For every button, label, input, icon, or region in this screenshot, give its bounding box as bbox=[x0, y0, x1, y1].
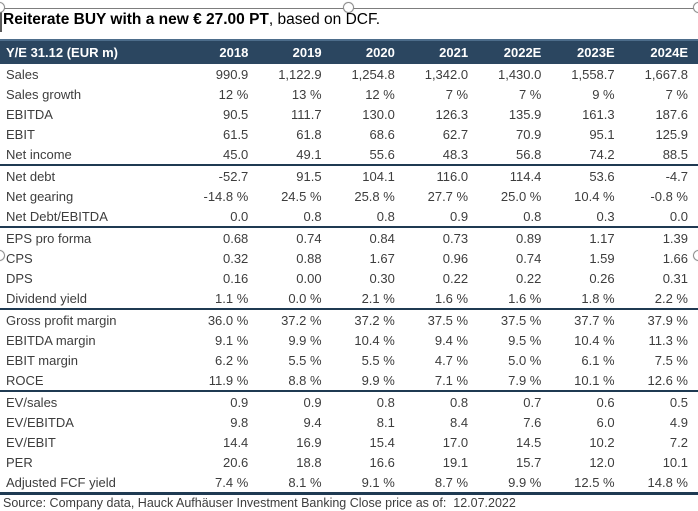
value-cell: 36.0 % bbox=[207, 312, 249, 328]
value-cell: 27.7 % bbox=[427, 188, 469, 204]
value-cell: -0.8 % bbox=[650, 188, 688, 204]
table-row bbox=[0, 124, 698, 144]
row-label: CPS bbox=[6, 250, 33, 266]
table-row bbox=[0, 391, 698, 412]
year-column-header: 2024E bbox=[625, 40, 698, 64]
table-row bbox=[0, 330, 698, 350]
value-cell: 0.3 bbox=[551, 206, 624, 227]
row-label: Sales growth bbox=[6, 86, 82, 102]
report-title-bold: Reiterate BUY with a new € 27.00 PT bbox=[3, 11, 269, 28]
value-cell: 12 % bbox=[365, 86, 395, 102]
value-cell: 10.2 bbox=[589, 434, 615, 450]
value-cell: 2.2 % bbox=[625, 288, 698, 309]
value-cell: 70.9 bbox=[516, 126, 542, 142]
value-cell: 187.6 bbox=[655, 106, 688, 122]
value-cell: 0.6 bbox=[596, 394, 615, 410]
row-label: Net income bbox=[0, 144, 185, 165]
value-cell: 1,667.8 bbox=[644, 66, 688, 82]
value-cell: 0.5 bbox=[669, 394, 688, 410]
row-label: EV/sales bbox=[6, 394, 58, 410]
table-header-row bbox=[0, 40, 698, 64]
table-row bbox=[0, 248, 698, 268]
row-label: PER bbox=[6, 454, 33, 470]
value-cell: 1,558.7 bbox=[571, 66, 615, 82]
value-cell: 0.0 bbox=[185, 206, 258, 227]
value-cell: 10.1 % bbox=[551, 370, 624, 391]
value-cell: 9.1 % bbox=[332, 472, 405, 494]
value-cell: 161.3 bbox=[582, 106, 615, 122]
value-cell: 37.5 % bbox=[500, 312, 542, 328]
value-cell: 7 % bbox=[445, 86, 469, 102]
row-label: EPS pro forma bbox=[6, 230, 92, 246]
year-column-header: 2022E bbox=[478, 40, 551, 64]
value-cell: 25.0 % bbox=[500, 188, 542, 204]
report-title bbox=[3, 11, 380, 29]
value-cell: 10.4 % bbox=[354, 332, 395, 348]
value-cell: 14.4 bbox=[222, 434, 249, 450]
table-row bbox=[0, 186, 698, 206]
value-cell: 1.6 % bbox=[478, 288, 551, 309]
year-column-header: 2021 bbox=[405, 40, 478, 64]
table-row bbox=[0, 412, 698, 432]
value-cell: 9.8 bbox=[230, 414, 249, 430]
value-cell: 61.5 bbox=[222, 126, 249, 142]
value-cell: 1.6 % bbox=[405, 288, 478, 309]
value-cell: 1,342.0 bbox=[424, 66, 469, 82]
row-label: Net debt bbox=[6, 168, 56, 184]
value-cell: 0.8 bbox=[258, 206, 331, 227]
value-cell: 9.5 % bbox=[508, 332, 542, 348]
value-cell: 25.8 % bbox=[354, 188, 395, 204]
value-cell: 10.4 % bbox=[574, 188, 615, 204]
value-cell: 7.4 % bbox=[185, 472, 258, 494]
value-cell: 14.8 % bbox=[625, 472, 698, 494]
table-row bbox=[0, 288, 698, 309]
value-cell: 5.0 % bbox=[508, 352, 542, 368]
value-cell: 5.5 % bbox=[288, 352, 322, 368]
value-cell: 1.59 bbox=[589, 250, 615, 266]
table-row bbox=[0, 350, 698, 370]
value-cell: 5.5 % bbox=[361, 352, 395, 368]
value-cell: 1,122.9 bbox=[278, 66, 322, 82]
value-cell: 1.39 bbox=[662, 230, 688, 246]
value-cell: 90.5 bbox=[222, 106, 249, 122]
value-cell: 0.73 bbox=[442, 230, 469, 246]
value-cell: 37.5 % bbox=[427, 312, 469, 328]
table-row bbox=[0, 144, 698, 165]
value-cell: 37.7 % bbox=[574, 312, 615, 328]
value-cell: 12.6 % bbox=[625, 370, 698, 391]
table-row bbox=[0, 370, 698, 391]
value-cell: 1.17 bbox=[589, 230, 615, 246]
table-row bbox=[0, 472, 698, 494]
value-cell: 4.9 bbox=[669, 414, 688, 430]
value-cell: 990.9 bbox=[215, 66, 249, 82]
value-cell: 16.6 bbox=[369, 454, 395, 470]
value-cell: 19.1 bbox=[442, 454, 469, 470]
value-cell: 9.4 % bbox=[434, 332, 469, 348]
value-cell: 74.2 bbox=[551, 144, 624, 165]
value-cell: 62.7 bbox=[442, 126, 469, 142]
value-cell: 0.31 bbox=[662, 270, 688, 286]
value-cell: 15.7 bbox=[516, 454, 542, 470]
value-cell: 0.0 % bbox=[258, 288, 331, 309]
value-cell: 6.2 % bbox=[215, 352, 249, 368]
value-cell: 12 % bbox=[218, 86, 249, 102]
value-cell: 0.74 bbox=[296, 230, 322, 246]
value-cell: 37.9 % bbox=[647, 312, 688, 328]
value-cell: 7 % bbox=[518, 86, 542, 102]
value-cell: 125.9 bbox=[655, 126, 688, 142]
value-cell: 0.96 bbox=[442, 250, 469, 266]
value-cell: 1,254.8 bbox=[351, 66, 395, 82]
value-cell: 13 % bbox=[291, 86, 322, 102]
value-cell: 0.84 bbox=[369, 230, 395, 246]
value-cell: 0.8 bbox=[450, 394, 469, 410]
value-cell: 8.1 bbox=[376, 414, 395, 430]
value-cell: 11.9 % bbox=[185, 370, 258, 391]
table-row bbox=[0, 165, 698, 186]
value-cell: 9.9 % bbox=[332, 370, 405, 391]
year-column-header: 2023E bbox=[551, 40, 624, 64]
value-cell: 88.5 bbox=[625, 144, 698, 165]
value-cell: 1.67 bbox=[369, 250, 395, 266]
row-label: EV/EBIT bbox=[6, 434, 56, 450]
value-cell: 53.6 bbox=[589, 168, 615, 184]
value-cell: 37.2 % bbox=[281, 312, 322, 328]
value-cell: 9.9 % bbox=[478, 472, 551, 494]
table-row bbox=[0, 84, 698, 104]
value-cell: 8.4 bbox=[450, 414, 469, 430]
value-cell: 0.8 bbox=[478, 206, 551, 227]
table-row bbox=[0, 104, 698, 124]
row-label: EBITDA bbox=[6, 106, 53, 122]
value-cell: 1.1 % bbox=[185, 288, 258, 309]
value-cell: 7.9 % bbox=[478, 370, 551, 391]
value-cell: 12.0 bbox=[589, 454, 615, 470]
value-cell: 130.0 bbox=[362, 106, 395, 122]
table-row bbox=[0, 432, 698, 452]
value-cell: 9.9 % bbox=[288, 332, 322, 348]
value-cell: 8.7 % bbox=[405, 472, 478, 494]
value-cell: 135.9 bbox=[508, 106, 542, 122]
value-cell: 56.8 bbox=[478, 144, 551, 165]
row-label: Gross profit margin bbox=[6, 312, 117, 328]
value-cell: 111.7 bbox=[290, 106, 322, 122]
table-row bbox=[0, 64, 698, 84]
value-cell: 24.5 % bbox=[281, 188, 322, 204]
value-cell: 9.4 bbox=[303, 414, 322, 430]
value-cell: 0.30 bbox=[369, 270, 395, 286]
value-cell: 91.5 bbox=[296, 168, 322, 184]
value-cell: 95.1 bbox=[589, 126, 615, 142]
value-cell: 61.8 bbox=[296, 126, 322, 142]
row-label: EBIT bbox=[6, 126, 35, 142]
value-cell: 1,430.0 bbox=[497, 66, 542, 82]
metric-column-header: Y/E 31.12 (EUR m) bbox=[0, 40, 185, 64]
selection-handle-top-right[interactable] bbox=[693, 2, 698, 13]
year-column-header: 2019 bbox=[258, 40, 331, 64]
financials-table bbox=[0, 39, 698, 495]
value-cell: 0.00 bbox=[296, 270, 322, 286]
value-cell: 49.1 bbox=[258, 144, 331, 165]
value-cell: 12.5 % bbox=[551, 472, 624, 494]
value-cell: 2.1 % bbox=[332, 288, 405, 309]
table-row bbox=[0, 227, 698, 248]
value-cell: 0.9 bbox=[230, 394, 249, 410]
value-cell: 0.9 bbox=[405, 206, 478, 227]
value-cell: 0.88 bbox=[296, 250, 322, 266]
year-column-header: 2020 bbox=[332, 40, 405, 64]
value-cell: 45.0 bbox=[185, 144, 258, 165]
table-row bbox=[0, 309, 698, 330]
value-cell: 4.7 % bbox=[434, 352, 469, 368]
row-label: EBITDA margin bbox=[6, 332, 96, 348]
value-cell: 48.3 bbox=[405, 144, 478, 165]
value-cell: 7.2 bbox=[669, 434, 688, 450]
report-title-regular: , based on DCF. bbox=[268, 11, 381, 28]
value-cell: 0.0 bbox=[625, 206, 698, 227]
value-cell: 6.0 bbox=[596, 414, 615, 430]
value-cell: 0.74 bbox=[516, 250, 542, 266]
value-cell: 104.1 bbox=[362, 168, 395, 184]
row-label: DPS bbox=[6, 270, 33, 286]
value-cell: -4.7 bbox=[665, 168, 688, 184]
value-cell: 0.7 bbox=[523, 394, 542, 410]
row-label: Sales bbox=[6, 66, 39, 82]
value-cell: 9 % bbox=[592, 86, 615, 102]
row-label: EV/EBITDA bbox=[6, 414, 74, 430]
value-cell: 20.6 bbox=[222, 454, 249, 470]
value-cell: 1.66 bbox=[662, 250, 688, 266]
value-cell: 0.8 bbox=[376, 394, 395, 410]
year-column-header: 2018 bbox=[185, 40, 258, 64]
value-cell: 14.5 bbox=[516, 434, 542, 450]
value-cell: 114.4 bbox=[509, 168, 542, 184]
row-label: ROCE bbox=[0, 370, 185, 391]
value-cell: 0.32 bbox=[222, 250, 249, 266]
value-cell: 0.8 bbox=[332, 206, 405, 227]
value-cell: 10.4 % bbox=[574, 332, 615, 348]
table-row bbox=[0, 206, 698, 227]
row-label: Dividend yield bbox=[0, 288, 185, 309]
value-cell: 0.16 bbox=[222, 270, 249, 286]
value-cell: 37.2 % bbox=[354, 312, 395, 328]
value-cell: 8.1 % bbox=[258, 472, 331, 494]
value-cell: 11.3 % bbox=[648, 332, 688, 348]
value-cell: 116.0 bbox=[436, 168, 469, 184]
value-cell: 6.1 % bbox=[581, 352, 615, 368]
value-cell: 7.6 bbox=[523, 414, 542, 430]
value-cell: 0.26 bbox=[589, 270, 615, 286]
value-cell: 0.22 bbox=[516, 270, 542, 286]
row-label: Adjusted FCF yield bbox=[0, 472, 185, 494]
row-label: EBIT margin bbox=[6, 352, 79, 368]
value-cell: 9.1 % bbox=[215, 332, 249, 348]
table-row bbox=[0, 452, 698, 472]
value-cell: 16.9 bbox=[296, 434, 322, 450]
value-cell: 7 % bbox=[665, 86, 688, 102]
value-cell: 7.5 % bbox=[654, 352, 688, 368]
value-cell: -14.8 % bbox=[203, 188, 249, 204]
value-cell: 7.1 % bbox=[405, 370, 478, 391]
value-cell: 1.8 % bbox=[551, 288, 624, 309]
value-cell: -52.7 bbox=[218, 168, 249, 184]
value-cell: 8.8 % bbox=[258, 370, 331, 391]
row-label: Net Debt/EBITDA bbox=[0, 206, 185, 227]
value-cell: 18.8 bbox=[296, 454, 322, 470]
value-cell: 55.6 bbox=[332, 144, 405, 165]
value-cell: 10.1 bbox=[662, 454, 688, 470]
value-cell: 126.3 bbox=[435, 106, 469, 122]
value-cell: 0.9 bbox=[303, 394, 322, 410]
value-cell: 15.4 bbox=[369, 434, 395, 450]
row-label: Net gearing bbox=[6, 188, 74, 204]
value-cell: 0.89 bbox=[516, 230, 542, 246]
value-cell: 17.0 bbox=[442, 434, 469, 450]
value-cell: 68.6 bbox=[369, 126, 395, 142]
value-cell: 0.22 bbox=[442, 270, 469, 286]
table-row bbox=[0, 268, 698, 288]
source-note: Source: Company data, Hauck Aufhäuser Investment Banking Close price as of: 12.07.2022 bbox=[3, 496, 516, 510]
value-cell: 0.68 bbox=[222, 230, 249, 246]
